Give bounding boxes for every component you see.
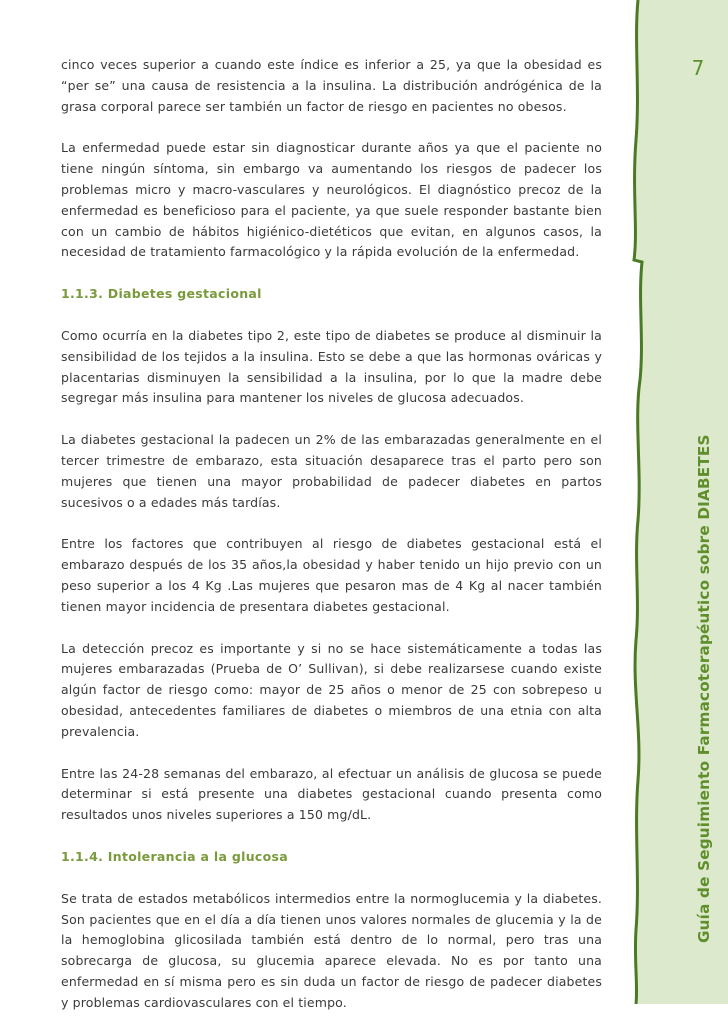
decorative-sidebar xyxy=(632,0,728,1004)
sidebar-background xyxy=(632,0,728,1004)
paragraph: Como ocurría en la diabetes tipo 2, este tipo de diabetes se produce al disminuir la sensibilidad de los tejidos a la insulina. Esto se debe a que las hormonas ováricas y placentarias disminuyen la sensibilidad a la insulina, por lo que la madre debe segregar más insulina para mantener los niveles de glucosa adecuados. xyxy=(61,327,602,406)
section-heading: 1.1.3. Diabetes gestacional xyxy=(61,286,262,302)
main-text xyxy=(61,55,602,1034)
paragraph: cinco veces superior a cuando este índice es inferior a 25, ya que la obesidad es “per se” una causa de resistencia a la insulina. La distribución andrógénica de la grasa corporal parece ser también un factor de riesgo en pacientes no obesos. xyxy=(61,57,602,114)
paragraph: La diabetes gestacional la padecen un 2% de las embarazadas generalmente en el tercer trimestre de embarazo, esta situación desaparece tras el parto pero son mujeres que tienen una mayor probabilidad de padecer diabetes en partos sucesivos o a edades más tardías. xyxy=(61,432,602,510)
paragraph: Se trata de estados metabólicos intermedios entre la normoglucemia y la diabetes. Son pacientes que en el día a día tienen unos valores normales de glucemia y la de la hemoglobina glicosilada también está dentro de lo normal, pero tras una sobrecarga de glucosa, su glucemia aparece elevada. No es por tanto una enfermedad en sí misma pero es sin duda un factor de riesgo de padecer diabetes y problemas cardiovasculares con el tiempo. xyxy=(61,890,602,1010)
page-number: 7 xyxy=(691,56,705,80)
paragraph: Entre las 24-28 semanas del embarazo, al efectuar un análisis de glucosa se puede determinar si está presente una diabetes gestacional cuando presenta como resultados unos niveles superiores a 150 mg/dL. xyxy=(61,765,602,823)
paragraph: La detección precoz es importante y si no se hace sistemáticamente a todas las mujeres embarazadas (Prueba de O’ Sullivan), si debe realizarsese cuando existe algún factor de riesgo como: mayor de 25 años o menor de 25 con sobrepeso u obesidad, antecedentes familiares de diabetes o miembros de una etnia con alta prevalencia. xyxy=(61,640,602,739)
paragraph: Entre los factores que contribuyen al riesgo de diabetes gestacional está el embarazo después de los 35 años,la obesidad y haber tenido un hijo previo con un peso superior a los 4 Kg .Las mujeres que pesaron mas de 4 Kg al nacer también tienen mayor incidencia de presentara diabetes gestacional. xyxy=(61,536,602,614)
paragraph: La enfermedad puede estar sin diagnosticar durante años ya que el paciente no tiene ningún síntoma, sin embargo va aumentando los riesgos de padecer los problemas micro y macro-vasculares y neurológicos. El diagnóstico precoz de la enfermedad es beneficioso para el paciente, ya que suele responder bastante bien con un cambio de hábitos higiénico-dietéticos que evitan, en algunos casos, la necesidad de tratamiento farmacológico y la rápida evolución de la enfermedad. xyxy=(61,140,602,260)
side-title: Guía de Seguimiento Farmacoterapéutico sobre DIABETES xyxy=(695,434,713,943)
section-heading: 1.1.4. Intolerancia a la glucosa xyxy=(61,848,289,864)
